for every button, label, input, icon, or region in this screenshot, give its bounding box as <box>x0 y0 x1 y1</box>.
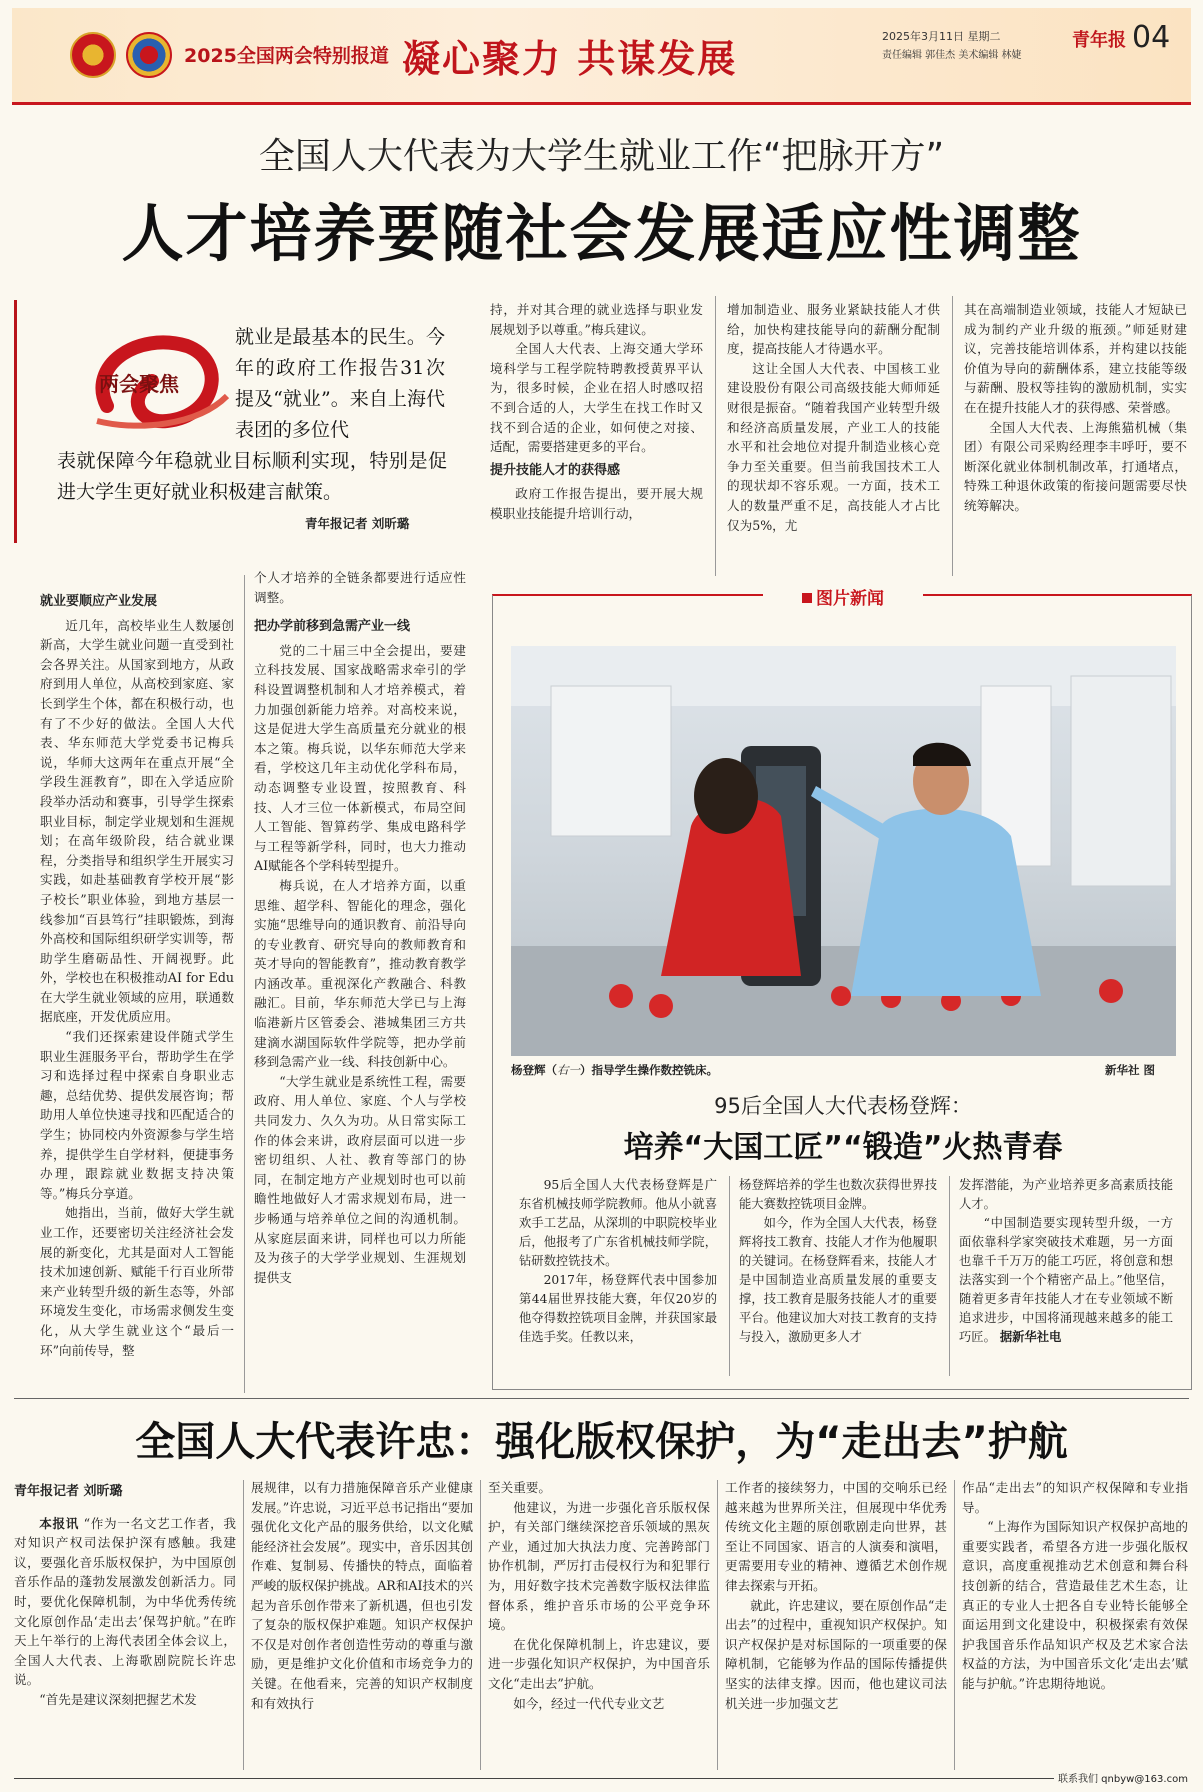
footer-contact: 联系我们 qnbyw@163.com <box>1058 1774 1188 1785</box>
intro-text-b: 表就保障今年稳就业目标顺利实现，特别是促进大学生更好就业积极建言献策。 <box>57 450 447 503</box>
photo-news-box <box>492 589 1192 1390</box>
lead-kicker: 全国人大代表为大学生就业工作“把脉开方” <box>258 136 945 177</box>
intro-box <box>14 300 447 543</box>
banner-special-title: 2025全国两会特别报道 <box>184 45 389 67</box>
photo-news-label-box <box>763 584 923 608</box>
story2-column-4: 工作者的接续努力，中国的交响乐已经越来越为世界所关注，但展现中华优秀传统文化主题的原创歌剧走向世界，甚至让不同国家、语言的人演奏和演唱，更需要用专业的精神、遵循艺术创作规律去探索与开拓。 就此，许忠建议，要在原创作品“走出去”的过程中，重视知识产权保护。知识产权保护是对标国际的一项重要的保障机制，它能够为作品的国际传播提供坚实的法律支撑。因而，他也建议司法机关进一步加强文艺 <box>725 1480 947 1711</box>
photo-story-headline: 培养“大国工匠”“锻造”火热青春 <box>623 1130 1063 1165</box>
two-sessions-logo-icon <box>77 326 237 436</box>
subhead-skill-talent: 提升技能人才的获得感 <box>490 462 621 478</box>
photo-caption: 杨登辉（右一）指导学生操作数控铣床。 <box>511 1063 718 1077</box>
lead-column-2: 增加制造业、服务业紧缺技能人才供给，加快构建技能导向的薪酬分配制度，提高技能人才待遇水平。 这让全国人大代表、中国核工业建设股份有限公司高级技能大师师延财很是振奋。“随着我国产业转型升级和经济高质量发展，产业工人的技能水平和社会地位对提升制造业核心竞争力至关重要。但当前我国技术工人的现状却不容乐观。一方面，技术工人的数量严重不足，高技能人才占比仅为5%，尤 <box>727 302 940 533</box>
photo-credit: 新华社 图 <box>1105 1063 1156 1077</box>
photo-news-label: 图片新闻 <box>816 589 884 609</box>
lead-column-3: 其在高端制造业领域，技能人才短缺已成为制约产业升级的瓶颈。”师延财建议，完善技能培训体系，并构建以技能价值为导向的薪酬体系，建立技能等级与薪酬、股权等挂钩的激励机制，实实在在提升技能人才的获得感、荣誉感。 全国人大代表、上海熊猫机械（集团）有限公司采购经理李丰呼吁，要不断深化就业体制机制改革，打通堵点，特殊工种退休政策的衔接问题需要尽快统筹解决。 <box>964 302 1187 513</box>
red-square-icon <box>802 593 812 603</box>
photo-story-column-3: 发挥潜能，为产业培养更多高素质技能人才。 “中国制造要实现转型升级，一方面依靠科学家突破技术难题，另一方面也靠千千万万的能工巧匠，将创意和想法落实到一个个精密产品上。”他坚信，随着更多青年技能人才在专业领域不断追求进步，中国将涌现越来越多的能工巧匠。 据新华社电 <box>959 1178 1173 1344</box>
photo-story-source: 据新华社电 <box>999 1330 1062 1344</box>
story2-column-1: 青年报记者 刘昕璐 本报讯 “作为一名文艺工作者，我对知识产权司法保护深有感触。我建议，要强化音乐版权保护，为中国原创音乐作品的蓬勃发展激发创新活力。同时，要优化保障机制，为中华优秀传统文化原创作品‘走出去’保驾护航。”在昨天上午举行的上海代表团全体会议上，全国人大代表、上海歌剧院院长许忠说。 “首先是建议深刻把握艺术发 <box>14 1484 236 1707</box>
page-banner <box>12 8 1191 105</box>
banner-slogan: 凝心聚力 共谋发展 <box>402 36 738 81</box>
intro-byline: 青年报记者 刘昕璐 <box>305 516 410 531</box>
subhead-employment: 就业要顺应产业发展 <box>40 594 158 609</box>
banner-date: 2025年3月11日 星期二 <box>882 30 1001 43</box>
photo-story-kicker: 95后全国人大代表杨登辉： <box>714 1094 972 1118</box>
intro-text-a: 就业是最基本的民生。今年的政府工作报告31次提及“就业”。来自上海代表团的多位代 <box>235 326 445 441</box>
cppcc-emblem-icon <box>126 32 172 78</box>
story2-headline: 全国人大代表许忠：强化版权保护，为“走出去”护航 <box>135 1419 1068 1465</box>
left-column-1: 就业要顺应产业发展 近几年，高校毕业生人数屡创新高，大学生就业问题一直受到社会各界关注。从国家到地方，从政府到用人单位，从高校到家庭、家长到学生个体，都在积极行动，也有了不少好的做法。全国人大代表、华东师范大学党委书记梅兵说，华师大这两年在重点开展“全学段生涯教育”，即在入学适应阶段举办活动和赛事，引导学生探索职业目标，制定学业规划和生涯规划；在高年级阶段，结合就业课程，分类指导和组织学生开展实习实践，如赴基础教育学校开展“影子校长”职业体验，到地方基层一线参加“百县笃行”挂职锻炼，到海外高校和国际组织研学实训等，帮助学生磨砺品性、开阔视野。此外，学校也在积极推动AI for Edu在大学生就业领域的应用，联通数据底座，开发优质应用。 “我们还探索建设伴随式学生职业生涯服务平台，帮助学生在学习和选择过程中探索自身职业志趣，总结优势、提供发展咨询；帮助用人单位快速寻找和匹配适合的学生；协同校内外资源参与学生培养，提供学生自学材料，便捷事务办理，跟踪就业数据支持决策等。”梅兵分享道。 她指出，当前，做好大学生就业工作，还要密切关注经济社会发展的新变化，尤其是面对人工智能技术加速创新、赋能千行百业所带来产业转型升级的新生态等，外部环境发生变化，市场需求侧发生变化，从大学生就业这个“最后一环”向前传导，整 <box>40 594 234 1358</box>
banner-editors: 责任编辑 郭佳杰 美术编辑 林婕 <box>882 50 1022 61</box>
news-photo <box>511 646 1176 1056</box>
two-sessions-logo-text: 两会聚焦 <box>99 372 179 396</box>
story2-column-5: 作品“走出去”的知识产权保障和专业指导。 “上海作为国际知识产权保护高地的重要实践者，希望各方进一步强化版权意识，高度重视推动艺术创意和舞台科技创新的结合，营造最佳艺术生态，让真正的专业人士把各自专业特长能够全面运用到文化建设中，积极探索有效保护我国音乐作品知识产权及艺术家合法权益的方法，为中国音乐文化‘走出去’赋能与护航。”许忠期待地说。 <box>962 1480 1188 1691</box>
subhead-industry-frontline: 把办学前移到急需产业一线 <box>254 619 411 635</box>
story2-byline: 青年报记者 刘昕璐 <box>14 1484 123 1499</box>
story2-lead-tag: 本报讯 <box>39 1515 79 1531</box>
photo-story-column-2: 杨登辉培养的学生也数次获得世界技能大赛数控铣项目金牌。 如今，作为全国人大代表，杨登辉将技工教育、技能人才作为他履职的关键词。在杨登辉看来，技能人才是中国制造业高质量发展的重要支撑，技工教育是服务技能人才的重要平台。他建议加大对技工教育的支持与投入，激励更多人才 <box>739 1178 937 1344</box>
lead-column-1: 持，并对其合理的就业选择与职业发展规划予以尊重。”梅兵建议。 全国人大代表、上海交通大学环境科学与工程学院特聘教授黄界平认为，很多时候，企业在招人时感叹招不到合适的人，大学生在找工作时又找不到合适的企业，如何使之对接、适配，需要搭建更多的平台。 提升技能人才的获得感 政府工作报告提出，要开展大规模职业技能提升培训行动， <box>490 302 703 521</box>
story2-column-3: 至关重要。 他建议，为进一步强化音乐版权保护，有关部门继续深挖音乐领域的黑灰产业，通过加大执法力度、完善跨部门协作机制，严厉打击侵权行为和犯罪行为，用好数字技术完善数字版权法律监督体系，维护音乐市场的公平竞争环境。 在优化保障机制上，许忠建议，要进一步强化知识产权保护，为中国音乐文化“走出去”护航。 如今，经过一代代专业文艺 <box>488 1480 710 1711</box>
paper-logo: 青年报 <box>1072 30 1126 51</box>
lead-headline: 人才培养要随社会发展适应性调整 <box>121 197 1082 270</box>
page-number: 04 <box>1132 20 1171 55</box>
story2-column-2: 展规律，以有力措施保障音乐产业健康发展。”许忠说，习近平总书记指出“要加强优化文化产品的服务供给，以文化赋能经济社会发展”。现实中，音乐因其创作难、复制易、传播快的特点，面临着严峻的版权保护挑战。AR和AI技术的兴起为音乐创作带来了新机遇，但也引发了复杂的版权保护难题。知识产权保护不仅是对创作者创造性劳动的尊重与激励，更是维护文化价值和市场竞争力的关键。在他看来，完善的知识产权制度和有效执行 <box>251 1480 473 1711</box>
national-emblem-icon <box>70 32 116 78</box>
left-column-2: 个人才培养的全链条都要进行适应性调整。 把办学前移到急需产业一线 党的二十届三中全会提出，要建立科技发展、国家战略需求牵引的学科设置调整机制和人才培养模式，着力加强创新能力培养。对高校来说，这是促进大学生高质量充分就业的根本之策。梅兵说，以华东师范大学来看，学校这几年主动优化学科布局，动态调整专业设置，按照教育、科技、人才三位一体新模式，布局空间人工智能、智算药学、集成电路科学与工程等新学科，同时，也大力推动AI赋能各个学科转型提升。 梅兵说，在人才培养方面，以重思维、超学科、智能化的理念，强化实施“思维导向的通识教育、前沿导向的专业教育、研究导向的教师教育和英才导向的智能教育”，推动教育教学内涵改革。重视深化产教融合、科教融汇。目前，华东师范大学已与上海临港新片区管委会、港城集团三方共建滴水湖国际软件学院等，把办学前移到急需产业一线、科技创新中心。 “大学生就业是系统性工程，需要政府、用人单位、家庭、个人与学校共同发力、久久为功。从日常实际工作的体会来讲，政府层面可以进一步密切组织、人社、教育等部门的协同，在制定地方产业规划时也可以前瞻性地做好人才需求规划布局，进一步畅通与培养单位之间的沟通机制。从家庭层面来讲，同样也可以力所能及为孩子的大学学业规划、生涯规划提供支 <box>254 570 466 1285</box>
photo-story-column-1: 95后全国人大代表杨登辉是广东省机械技师学院教师。他从小就喜欢手工艺品，从深圳的中职院校毕业后，他报考了广东省机械技师学院，钻研数控铣技术。 2017年，杨登辉代表中国参加第44届世界技能大赛，年仅20岁的他夺得数控铣项目金牌，并获国家最佳选手奖。任教以来， <box>519 1178 717 1344</box>
